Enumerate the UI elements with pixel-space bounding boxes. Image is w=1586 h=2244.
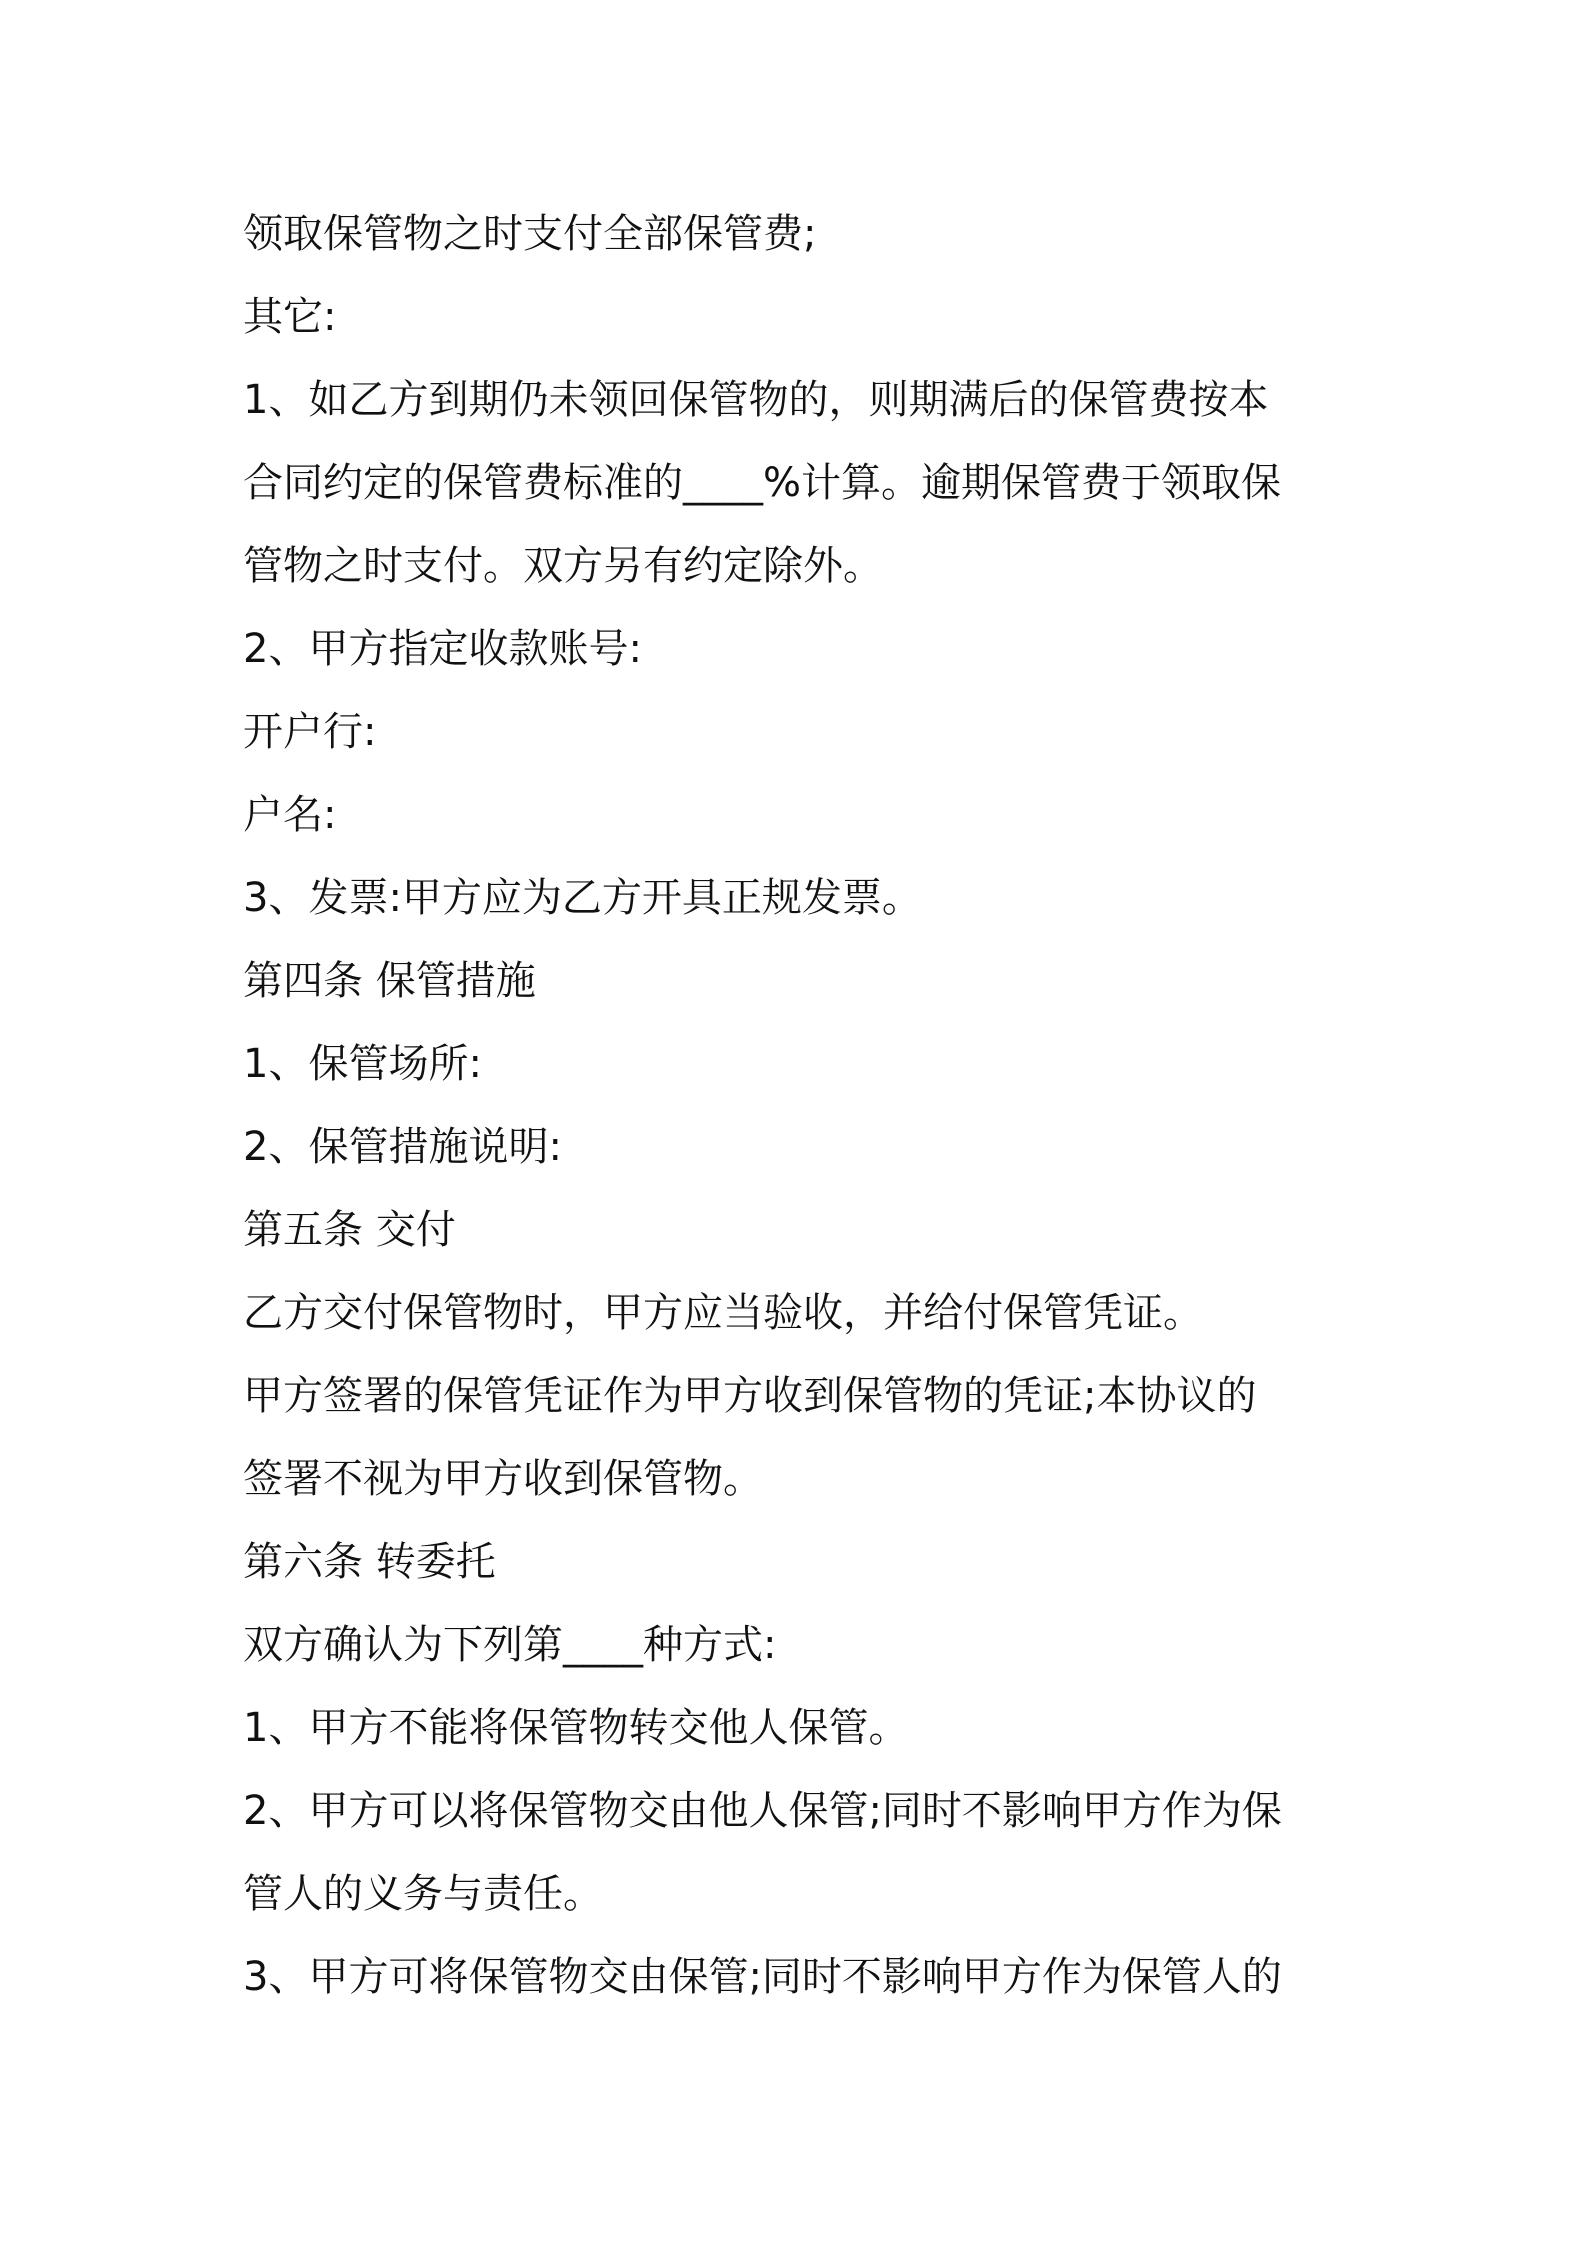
text-line: 1、保管场所: [243, 1041, 482, 1087]
document-body [243, 193, 1368, 2019]
section-heading: 第六条 转委托 [243, 1539, 496, 1585]
text-line: 3、甲方可将保管物交由保管;同时不影响甲方作为保管人的 [243, 1954, 1282, 2000]
text-line: 开户行: [243, 709, 377, 755]
text-line: 2、保管措施说明: [243, 1124, 562, 1170]
text-line: 签署不视为甲方收到保管物。 [243, 1456, 763, 1502]
text-line: 双方确认为下列第____种方式: [243, 1622, 777, 1668]
text-line: 合同约定的保管费标准的____%计算。逾期保管费于领取保 [243, 460, 1282, 506]
text-line: 管人的义务与责任。 [243, 1871, 603, 1917]
text-line: 户名: [243, 792, 337, 838]
section-heading: 第四条 保管措施 [243, 958, 536, 1004]
text-line: 乙方交付保管物时，甲方应当验收，并给付保管凭证。 [243, 1290, 1203, 1336]
text-line: 2、甲方指定收款账号: [243, 626, 642, 672]
text-line: 3、发票:甲方应为乙方开具正规发票。 [243, 875, 922, 921]
text-line: 管物之时支付。双方另有约定除外。 [243, 543, 883, 589]
text-line: 其它: [243, 294, 337, 340]
text-line: 2、甲方可以将保管物交由他人保管;同时不影响甲方作为保 [243, 1788, 1282, 1834]
text-line: 1、如乙方到期仍未领回保管物的，则期满后的保管费按本 [243, 377, 1269, 423]
text-line: 1、甲方不能将保管物转交他人保管。 [243, 1705, 909, 1751]
text-line: 领取保管物之时支付全部保管费; [243, 211, 817, 257]
section-heading: 第五条 交付 [243, 1207, 456, 1253]
text-line: 甲方签署的保管凭证作为甲方收到保管物的凭证;本协议的 [243, 1373, 1257, 1419]
